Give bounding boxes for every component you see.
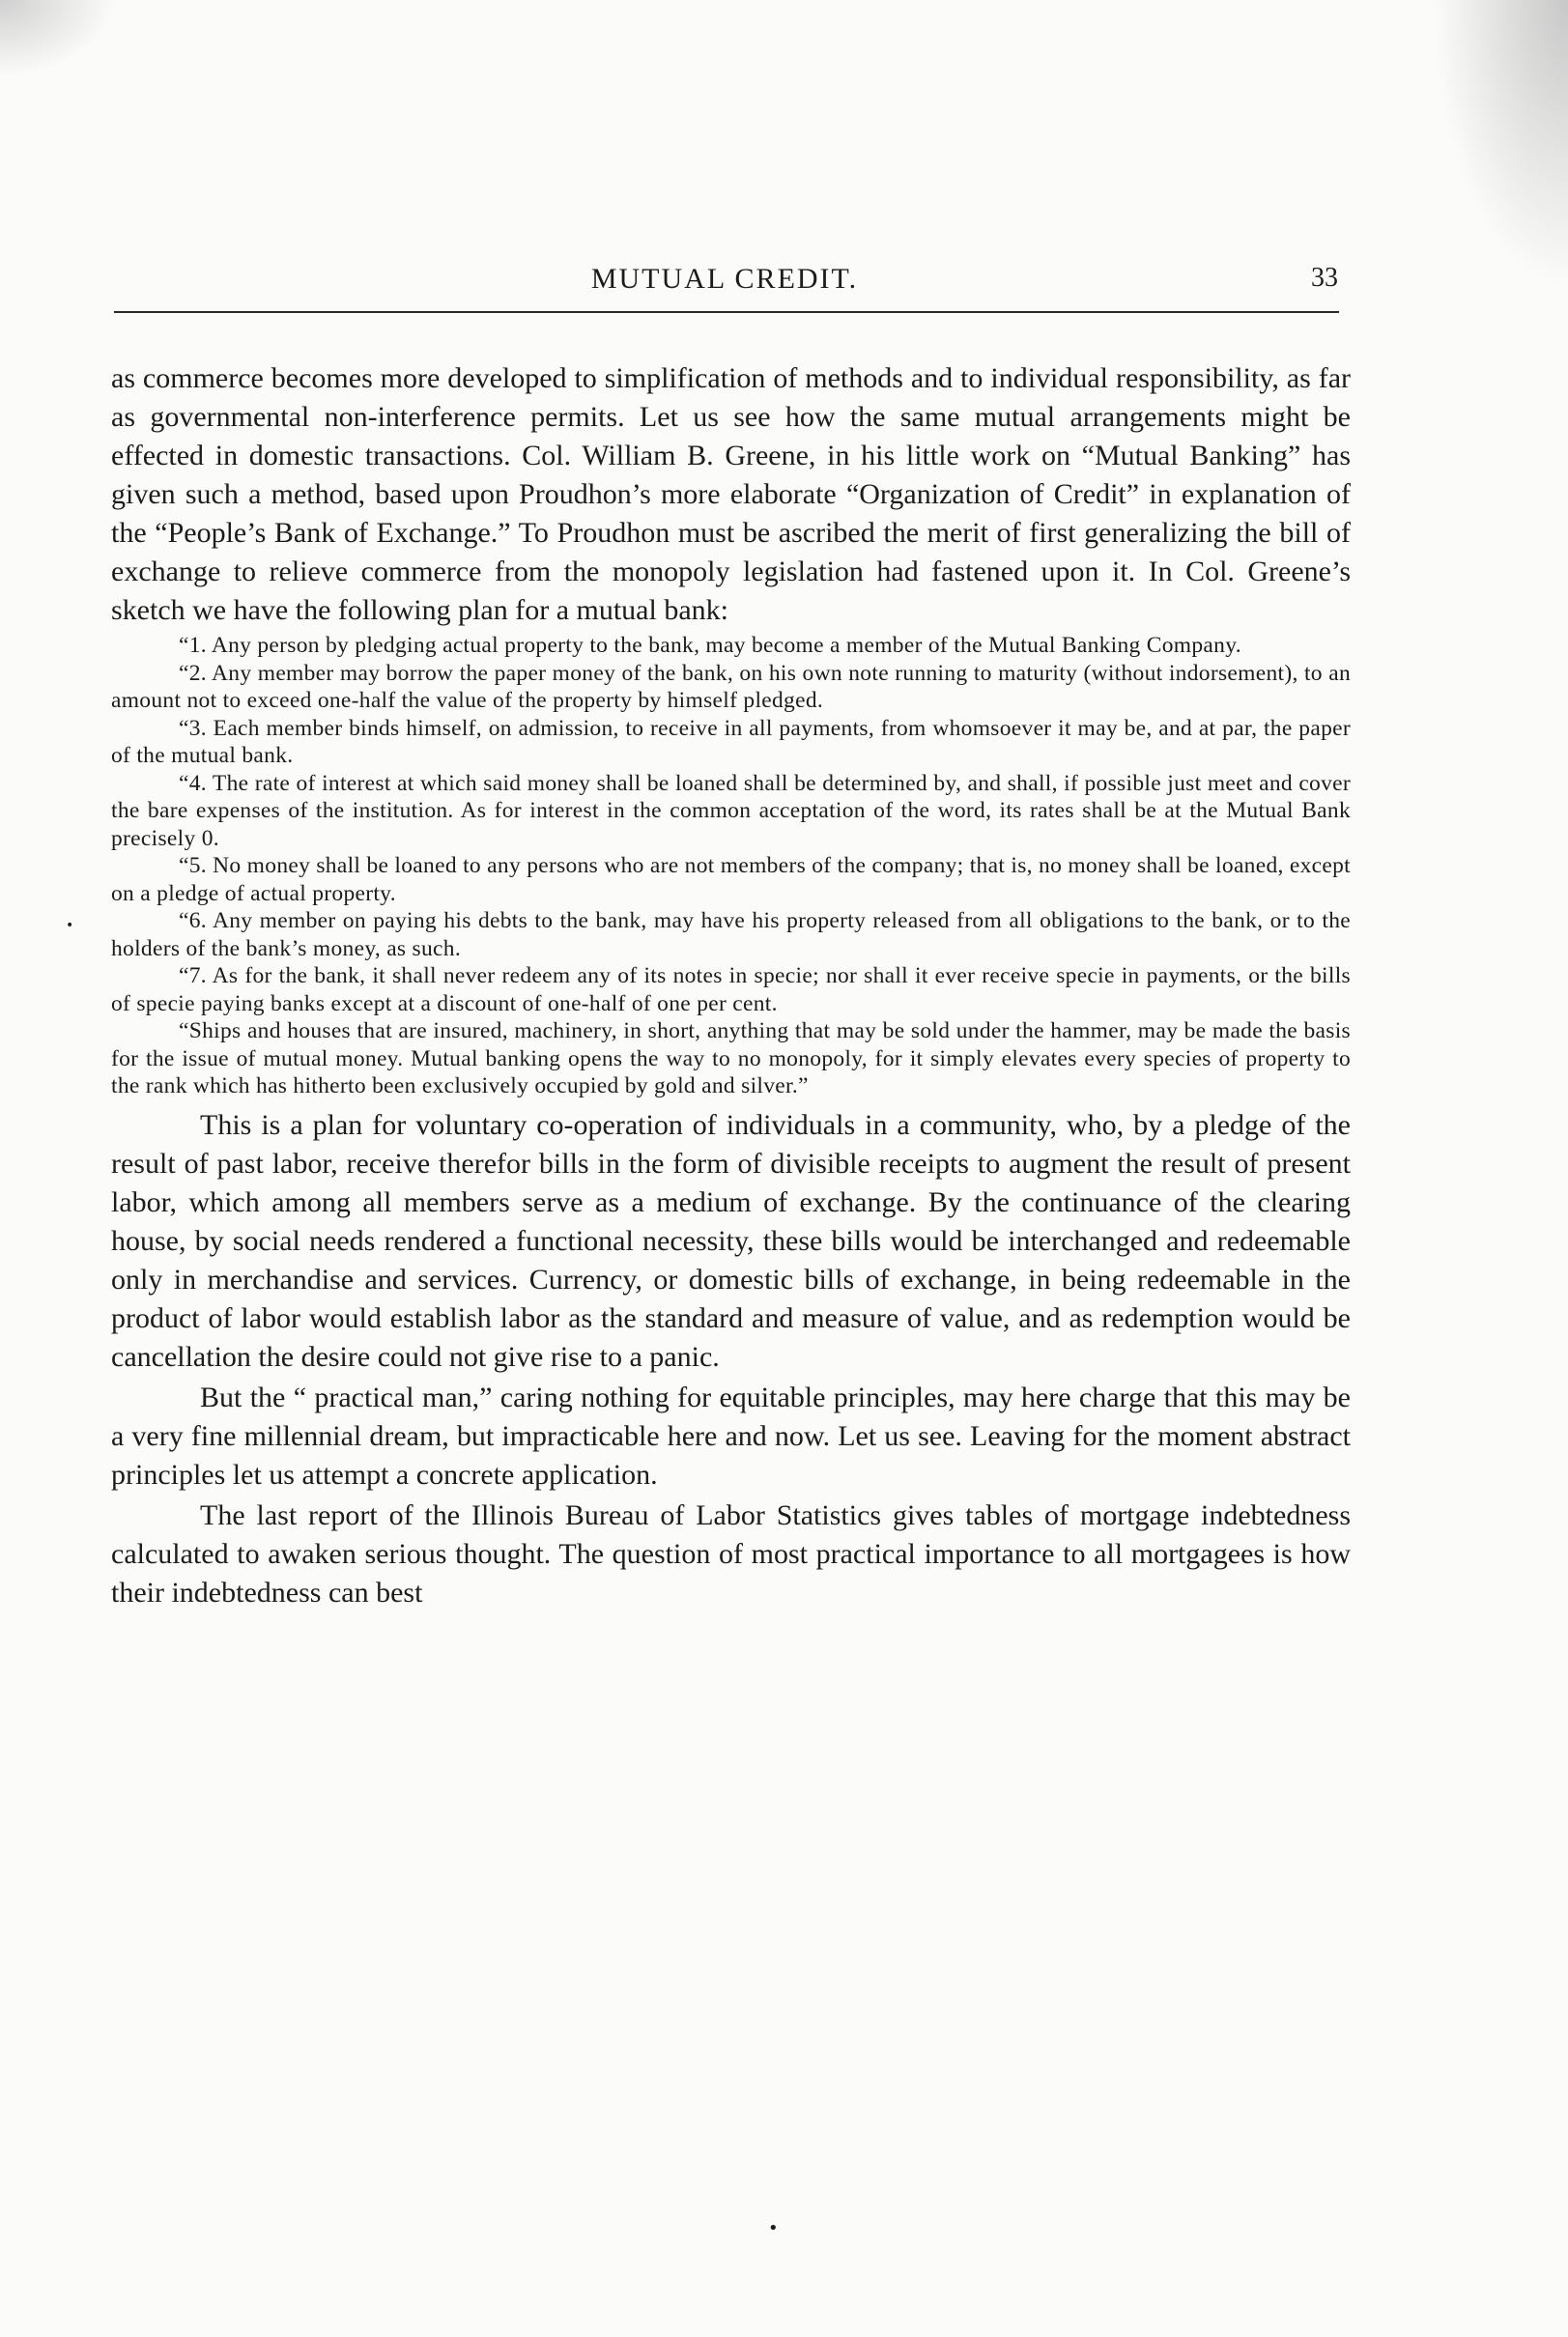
plan-item-3: “3. Each member binds himself, on admission, to receive in all payments, from whomsoever it may be, and at par, the paper of the mutual bank. bbox=[111, 715, 1351, 768]
paragraph-2: This is a plan for voluntary co-operation of individuals in a community, who, by a pledge of the result of past labor, receive therefor bills in the form of divisible receipts to augment the result of present labor, which among all members serve as a medium of exchange. By the continuance of the clearing house, by social needs rendered a functional necessity, these bills would be interchanged and redeemable only in merchandise and services. Currency, or domestic bills of exchange, in being redeemable in the product of labor would establish labor as the standard and measure of value, and as redemption would be cancellation the desire could not give rise to a panic. bbox=[111, 1108, 1351, 1373]
scan-shadow-right bbox=[1433, 0, 1568, 290]
plan-item-2: “2. Any member may borrow the paper money of the bank, on his own note running to maturity (without indorsement), to an amount not to exceed one-half the value of the property by himself pledged. bbox=[111, 660, 1351, 713]
body-text bbox=[111, 359, 1351, 1612]
plan-item-4: “4. The rate of interest at which said money shall be loaned shall be determined by, and shall, if possible just meet and cover the bare expenses of the institution. As for interest in the common acceptation of the word, its rates shall be at the Mutual Bank precisely 0. bbox=[111, 770, 1351, 851]
scan-shadow-left bbox=[0, 0, 116, 77]
paragraph-3: But the “ practical man,” caring nothing for equitable principles, may here charge that this may be a very fine millennial dream, but impracticable here and now. Let us see. Leaving for the moment abstract principles let us attempt a concrete application. bbox=[111, 1381, 1351, 1491]
header-rule bbox=[114, 311, 1339, 313]
plan-item-5: “5. No money shall be loaned to any persons who are not members of the company; that is, no money shall be loaned, except on a pledge of actual property. bbox=[111, 853, 1351, 906]
plan-item-7: “7. As for the bank, it shall never redeem any of its notes in specie; nor shall it ever receive specie in payments, or the bills of specie paying banks except at a discount of one-half of one per cent. bbox=[111, 963, 1351, 1016]
plan-note: “Ships and houses that are insured, machinery, in short, anything that may be sold under the hammer, may be made the basis for the issue of mutual money. Mutual banking opens the way to no monopoly, for it simply elevates every species of property to the rank which has hitherto been exclusively occupied by gold and silver.” bbox=[111, 1018, 1351, 1098]
quoted-plan bbox=[111, 632, 1351, 1100]
running-title: MUTUAL CREDIT. bbox=[590, 263, 859, 295]
page-number: 33 bbox=[1311, 263, 1338, 293]
running-head bbox=[111, 263, 1338, 301]
margin-mark: • bbox=[66, 918, 74, 933]
paragraph-1: as commerce becomes more developed to simplification of methods and to individual responsibility, as far as governmental non-interference permits. Let us see how the same mutual arrangements might be effected in domestic transactions. Col. William B. Greene, in his little work on “Mutual Banking” has given such a method, based upon Proudhon’s more elaborate “Organization of Credit” in explanation of the “People’s Bank of Exchange.” To Proudhon must be ascribed the merit of first generalizing the bill of exchange to relieve commerce from the monopoly legislation had fastened upon it. In Col. Greene’s sketch we have the following plan for a mutual bank: bbox=[111, 362, 1351, 626]
plan-item-6: “6. Any member on paying his debts to the bank, may have his property released from all obligations to the bank, or to the holders of the bank’s money, as such. bbox=[111, 908, 1351, 961]
footer-mark: • bbox=[768, 2218, 779, 2238]
paragraph-4: The last report of the Illinois Bureau of Labor Statistics gives tables of mortgage indebtedness calculated to awaken serious thought. The question of most practical importance to all mortgagees is how their indebtedness can best bbox=[111, 1498, 1351, 1609]
plan-item-1: “1. Any person by pledging actual property to the bank, may become a member of the Mutual Banking Company. bbox=[179, 633, 1241, 658]
